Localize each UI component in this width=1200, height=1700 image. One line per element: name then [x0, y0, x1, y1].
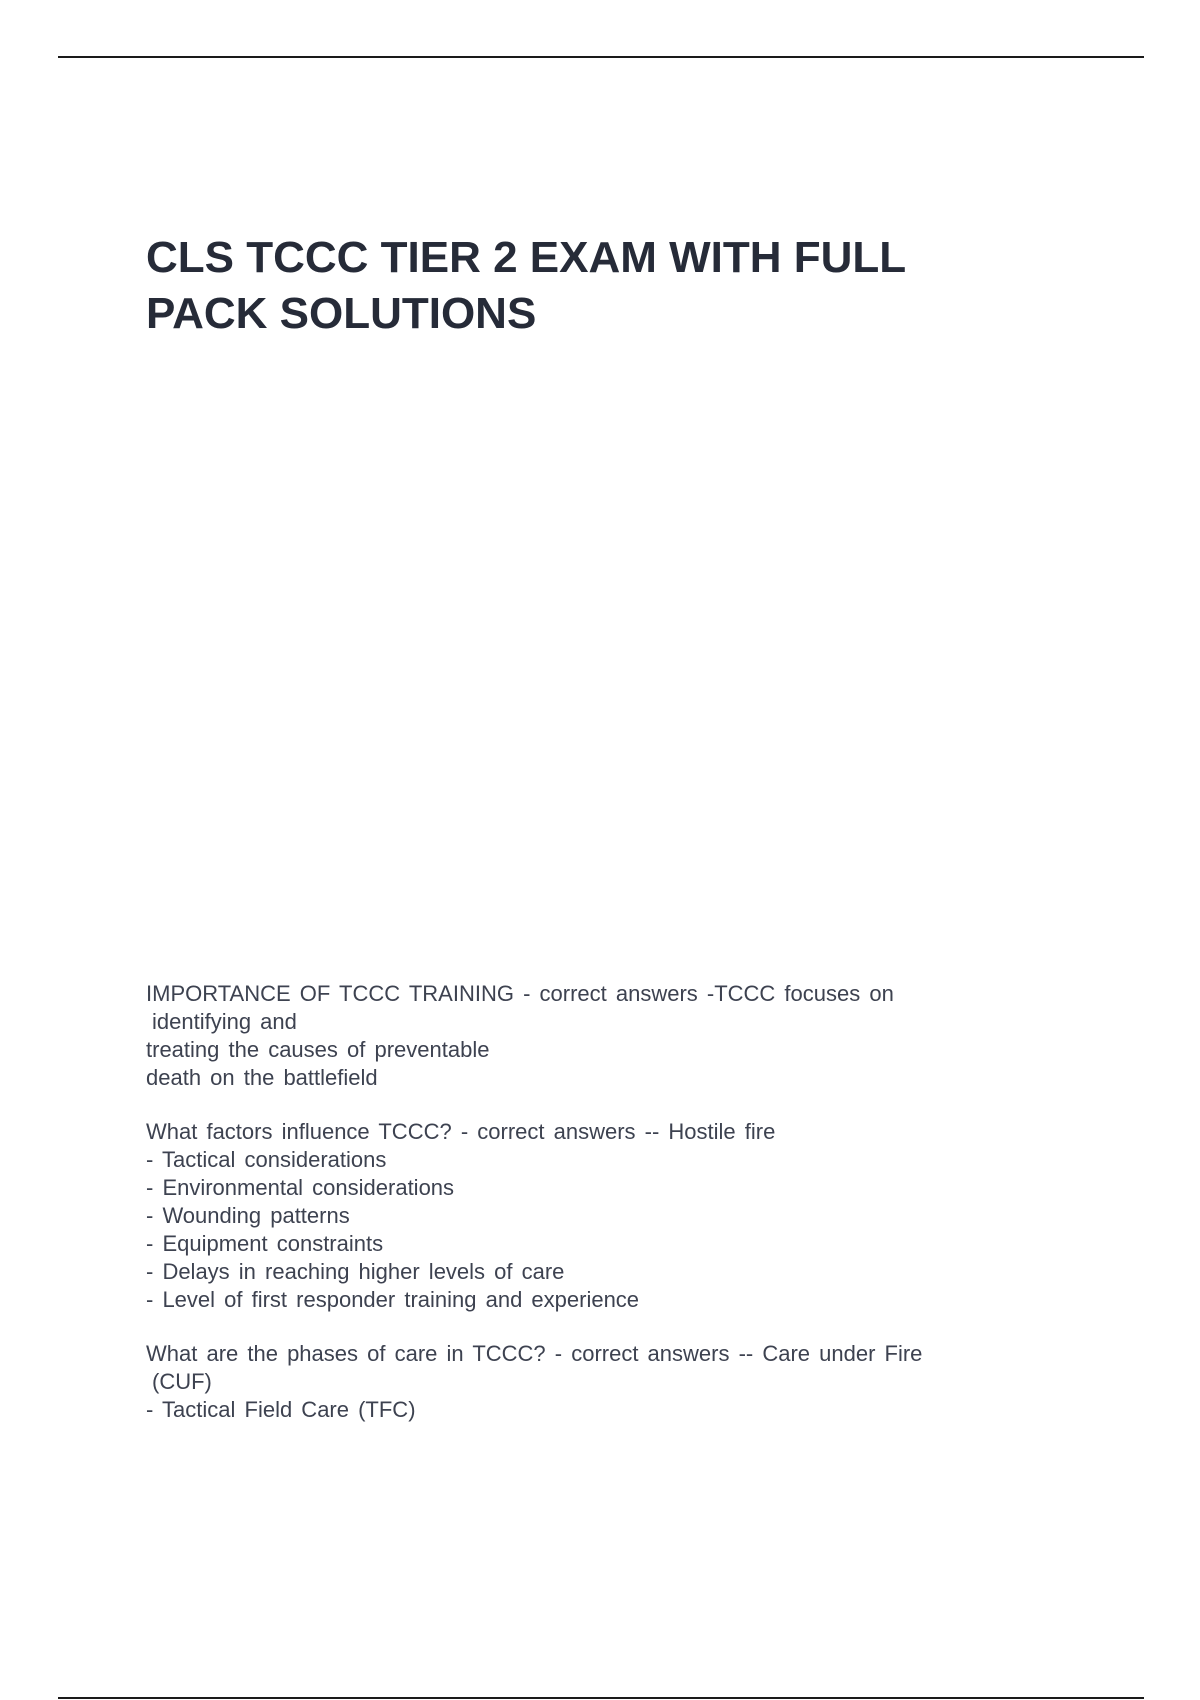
qa-line: (CUF)	[152, 1369, 212, 1394]
qa-content	[146, 980, 1046, 1450]
qa-line: What factors influence TCCC? - correct answers -- Hostile fire	[146, 1119, 776, 1144]
top-rule	[58, 56, 1144, 58]
qa-line: death on the battlefield	[146, 1065, 378, 1090]
qa-line: What are the phases of care in TCCC? - correct answers -- Care under Fire	[146, 1341, 923, 1366]
qa-line: - Delays in reaching higher levels of care	[146, 1259, 565, 1284]
qa-line: - Wounding patterns	[146, 1203, 350, 1228]
bottom-rule	[58, 1697, 1144, 1699]
qa-line: - Level of first responder training and experience	[146, 1287, 640, 1312]
qa-item	[146, 1340, 1046, 1424]
qa-line: - Environmental considerations	[146, 1175, 455, 1200]
document-title	[146, 230, 1066, 342]
qa-line: - Tactical Field Care (TFC)	[146, 1397, 416, 1422]
qa-line: treating the causes of preventable	[146, 1037, 490, 1062]
qa-item	[146, 980, 1046, 1092]
title-line: PACK SOLUTIONS	[146, 289, 537, 338]
qa-line: IMPORTANCE OF TCCC TRAINING - correct answers -TCCC focuses on	[146, 981, 894, 1006]
qa-line: identifying and	[152, 1009, 297, 1034]
qa-item	[146, 1118, 1046, 1314]
qa-line: - Equipment constraints	[146, 1231, 384, 1256]
title-line: CLS TCCC TIER 2 EXAM WITH FULL	[146, 233, 907, 282]
qa-line: - Tactical considerations	[146, 1147, 387, 1172]
